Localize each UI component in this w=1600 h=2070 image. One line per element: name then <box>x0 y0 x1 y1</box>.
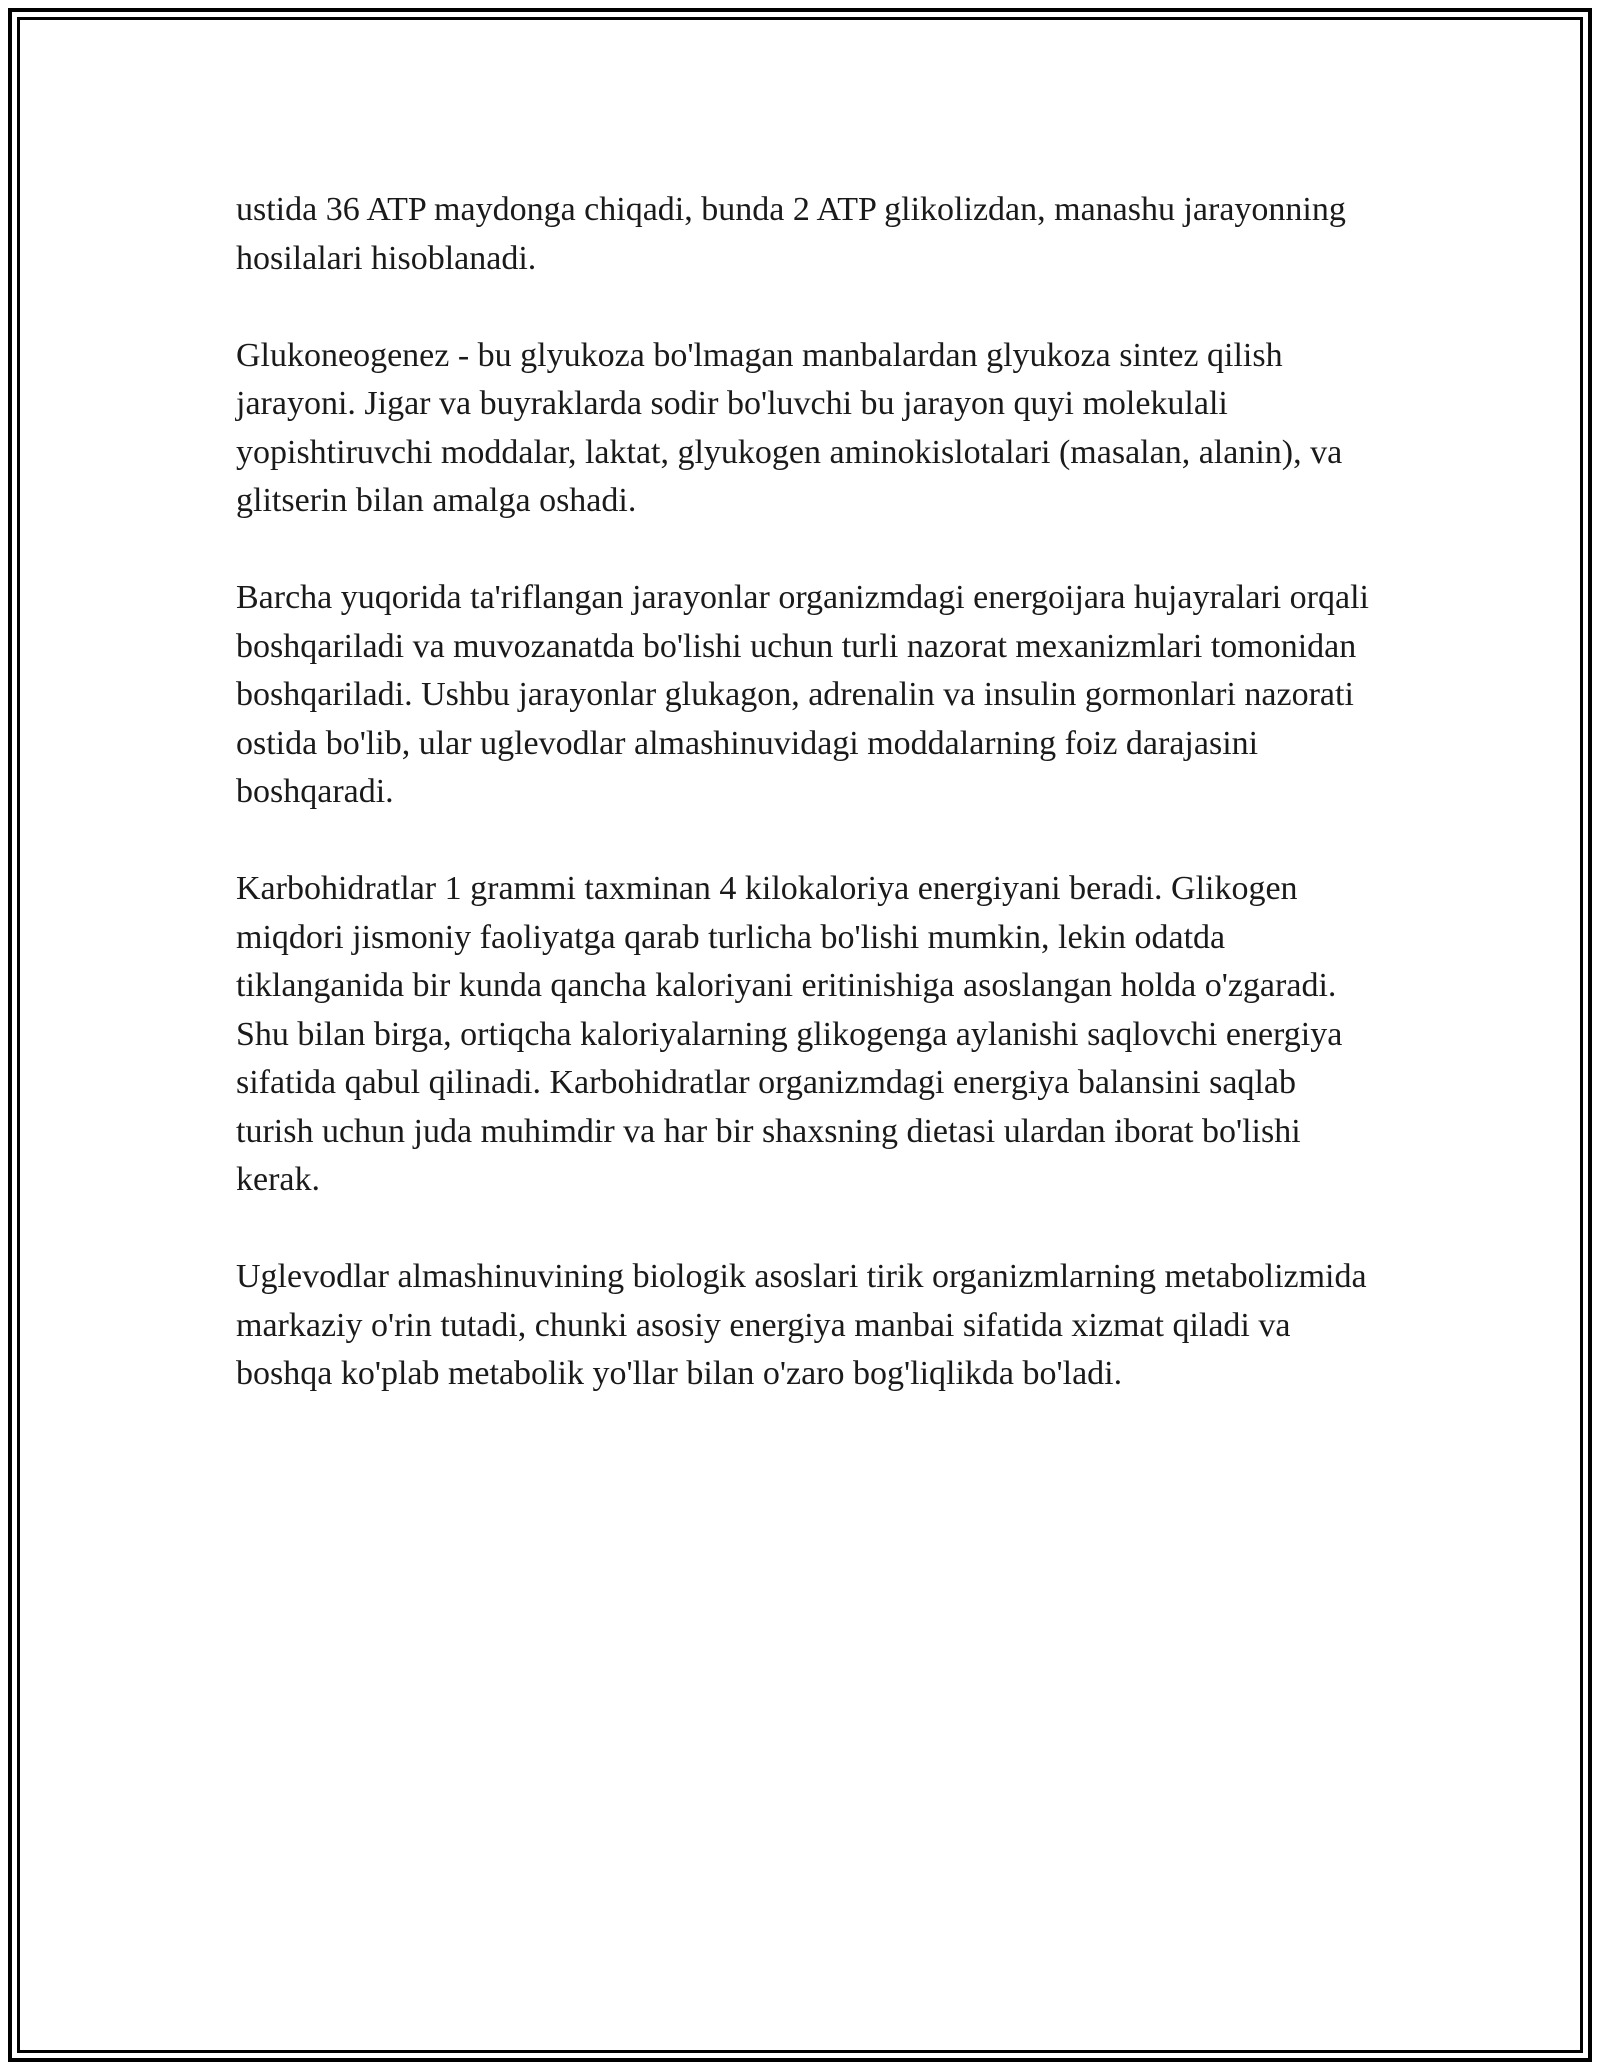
paragraph-gluconeogenesis: Glukoneogenez - bu glyukoza bo'lmagan manbalardan glyukoza sintez qilish jarayoni. Jigar va buyraklarda sodir bo'luvchi bu jarayon quyi molekulali yopishtiruvchi moddalar, laktat, glyukogen aminokislotalari (masalan, alanin), va glitserin bilan amalga oshadi. <box>236 336 1343 519</box>
paragraph-regulation: Barcha yuqorida ta'riflangan jarayonlar organizmdagi energoijara hujayralari orqali boshqariladi va muvozanatda bo'lishi uchun turli nazorat mexanizmlari tomonidan boshqariladi. Ushbu jarayonlar glukagon, adrenalin va insulin gormonlari nazorati ostida bo'lib, ular uglevodlar almashinuvidagi moddalarning foiz darajasini boshqaradi. <box>236 579 1369 810</box>
paragraph-atp-yield: ustida 36 ATP maydonga chiqadi, bunda 2 ATP glikolizdan, manashu jarayonning hosilalari hisoblanadi. <box>236 191 1346 277</box>
paragraph-biological-basis: Uglevodlar almashinuvining biologik asoslari tirik organizmlarning metabolizmida markaziy o'rin tutadi, chunki asosiy energiya manbai sifatida xizmat qiladi va boshqa ko'plab metabolik yo'llar bilan o'zaro bog'liqlikda bo'ladi. <box>236 1258 1367 1392</box>
document-body <box>236 186 1376 1447</box>
paragraph-carbohydrate-energy: Karbohidratlar 1 grammi taxminan 4 kilokaloriya energiyani beradi. Glikogen miqdori jismoniy faoliyatga qarab turlicha bo'lishi mumkin, lekin odatda tiklanganida bir kunda qancha kaloriyani eritinishiga asoslangan holda o'zgaradi. Shu bilan birga, ortiqcha kaloriyalarning glikogenga aylanishi saqlovchi energiya sifatida qabul qilinadi. Karbohidratlar organizmdagi energiya balansini saqlab turish uchun juda muhimdir va har bir shaxsning dietasi ulardan iborat bo'lishi kerak. <box>236 870 1343 1198</box>
